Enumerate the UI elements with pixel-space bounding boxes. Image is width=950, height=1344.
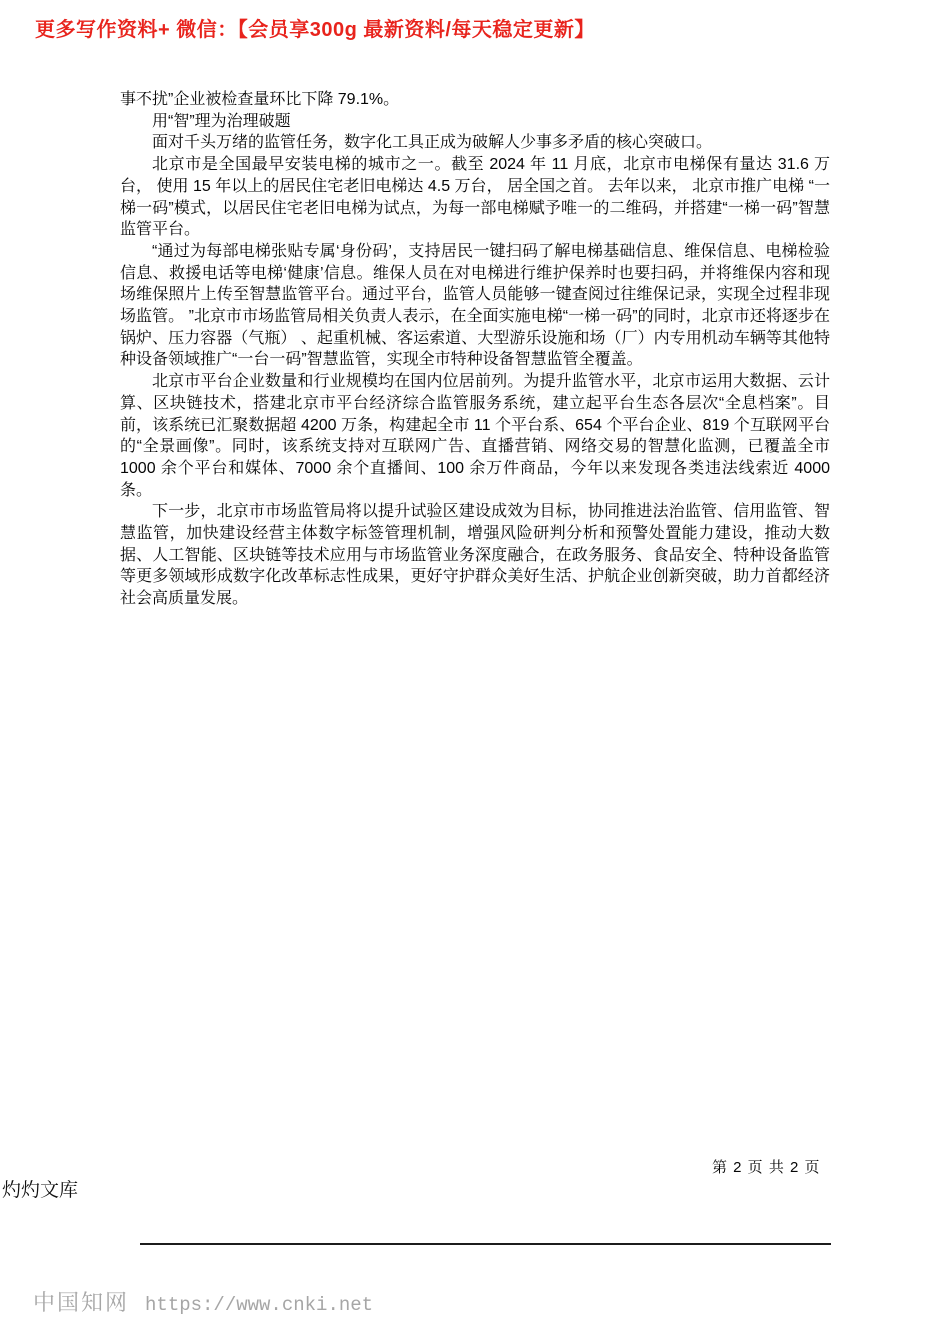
library-watermark: 灼灼文库 <box>2 1180 79 1201</box>
paragraph: “通过为每部电梯张贴专属‘身份码’，支持居民一键扫码了解电梯基础信息、维保信息、电梯检验信息、救援电话等电梯‘健康’信息。维保人员在对电梯进行维护保养时也要扫码，并将维保内容和现场维保照片上传至智慧监管平台。通过平台，监管人员能够一键查阅过往维保记录，实现全过程非现场监管。 ”北京市市场监管局相关负责人表示，在全面实施电梯“一梯一码”的同时，北京市还将逐步在锅炉、压力容器（气瓶） 、起重机械、客运索道、大型游乐设施和场（厂）内专用机动车辆等其他特种设备领域推广“一台一码”智慧监管，实现全市特种设备智慧监管全覆盖。 <box>120 242 830 369</box>
footer-divider-line <box>140 1243 831 1245</box>
page-number: 第 2 页 共 2 页 <box>712 1159 821 1176</box>
promo-banner: 更多写作资料+ 微信：【会员享300g 最新资料/每天稳定更新】 <box>35 19 595 41</box>
cnki-watermark <box>33 1286 373 1317</box>
paragraph: 事不扰”企业被检查量环比下降 79.1%。 <box>120 91 400 108</box>
document-body <box>120 89 830 610</box>
cnki-site-url: https://www.cnki.net <box>145 1294 374 1316</box>
paragraph: 面对千头万绪的监管任务，数字化工具正成为破解人少事多矛盾的核心突破口。 <box>152 134 713 152</box>
paragraph: 北京市平台企业数量和行业规模均在国内位居前列。为提升监管水平，北京市运用大数据、云计算、区块链技术，搭建北京市平台经济综合监管服务系统，建立起平台生态各层次“全息档案”。目前，该系统已汇聚数据超 4200 万条，构建起全市 11 个平台系、654 个平台企业、819 个互联网平台的“全景画像”。同时，该系统支持对互联网广告、直播营销、网络交易的智慧化监测，已覆盖全市 1000 余个平台和媒体、7000 余个直播间、100 余万件商品，今年以来发现各类违法线索近 4000 条。 <box>120 373 830 499</box>
paragraph: 北京市是全国最早安装电梯的城市之一。截至 2024 年 11 月底，北京市电梯保有量达 31.6 万台， 使用 15 年以上的居民住宅老旧电梯达 4.5 万台， 居全国之首。 去年以来， 北京市推广电梯 “一梯一码”模式，以居民住宅老旧电梯为试点，为每一部电梯赋予唯一的二维码，并搭建“一梯一码”智慧监管平台。 <box>120 156 830 239</box>
paragraph: 下一步，北京市市场监管局将以提升试验区建设成效为目标，协同推进法治监管、信用监管、智慧监管，加快建设经营主体数字标签管理机制，增强风险研判分析和预警处置能力建设，推动大数据、人工智能、区块链等技术应用与市场监管业务深度融合，在政务服务、食品安全、特种设备监管等更多领域形成数字化改革标志性成果，更好守护群众美好生活、护航企业创新突破，助力首都经济社会高质量发展。 <box>120 503 830 608</box>
paragraph: 用“智”理为治理破题 <box>152 112 291 130</box>
cnki-site-name: 中国知网 <box>33 1290 130 1315</box>
